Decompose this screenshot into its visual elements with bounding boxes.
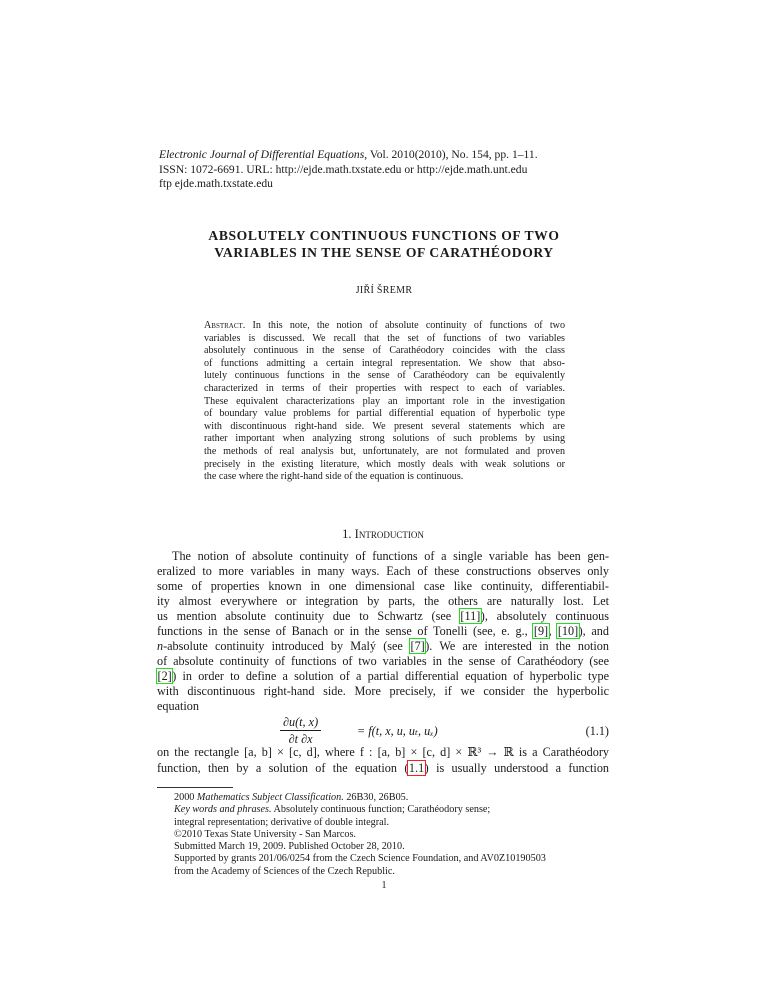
text-line: [204, 345, 565, 358]
abstract: [204, 320, 565, 484]
text-line: [157, 654, 609, 669]
text-line: [174, 817, 604, 829]
page-number: 1: [381, 880, 387, 891]
section-number: 1.: [342, 527, 352, 541]
text-segment: ) is usually understood a function: [424, 760, 610, 775]
text-line: [204, 333, 565, 346]
author-name: JIŘÍ ŠREMR: [355, 285, 413, 296]
citation-link[interactable]: [460, 609, 481, 623]
text-line: [174, 792, 604, 804]
bracket: [: [410, 639, 415, 653]
journal-header: [159, 148, 579, 192]
paper-title: [150, 228, 618, 261]
text-segment: variables is discussed. We recall that the set of functions of two variables: [204, 332, 565, 344]
text-segment: ,: [548, 624, 558, 638]
text-segment: ), and: [578, 624, 609, 638]
equation-denominator: ∂t ∂x: [288, 732, 313, 746]
text-segment: us mention absolute continuity due to Schwartz (see: [157, 609, 460, 623]
text-segment: Mathematics Subject Classification.: [196, 792, 344, 803]
text-segment: Absolutely continuous function; Carathéodory sense;: [271, 804, 491, 816]
text-line: [157, 761, 609, 777]
text-segment: ity almost everywhere or integration by parts, the others are naturally lost. Let: [157, 594, 609, 608]
text-line: [204, 471, 565, 484]
footnote-rule: [157, 787, 233, 788]
text-segment: ftp ejde.math.txstate.edu: [159, 177, 273, 190]
text-segment: ISSN: 1072-6691. URL: http://ejde.math.txstate.edu or http://ejde.math.unt.edu: [159, 162, 528, 176]
equation-numerator: ∂u(t, x): [280, 714, 321, 731]
citation-number: 7: [414, 639, 421, 653]
citation-link[interactable]: [157, 669, 172, 683]
text-segment: of boundary value problems for partial differential equation of hyperbolic type: [204, 408, 565, 420]
text-segment: the methods of real analysis but, unfortunately, are not formulated and proven: [204, 445, 565, 457]
text-segment: function, then by a solution of the equation (: [157, 760, 409, 775]
text-line: [157, 639, 609, 654]
text-line: [204, 320, 565, 333]
equation-number: (1.1): [585, 724, 609, 738]
text-line: [159, 148, 579, 163]
equation-fraction: [280, 714, 321, 747]
citation-link[interactable]: [410, 639, 425, 653]
citation-number: 2: [161, 669, 168, 683]
text-line: [204, 358, 565, 371]
text-segment: n: [157, 639, 164, 653]
text-segment: Submitted March 19, 2009. Published October 28, 2010.: [174, 841, 405, 853]
text-line: [174, 841, 604, 853]
text-segment: on the rectangle [a, b] × [c, d], where f : [a, b] × [c, d] × ℝ³ → ℝ is a Carathéodory: [157, 745, 609, 759]
text-line: [174, 853, 604, 865]
text-line: [174, 866, 604, 878]
text-segment: -absolute continuity introduced by Malý (see: [163, 639, 411, 653]
bracket: [: [557, 624, 562, 638]
text-line: [204, 446, 565, 459]
text-segment: equation: [157, 699, 199, 713]
text-segment: Supported by grants 201/06/0254 from the Czech Science Foundation, and AV0Z10190503: [174, 853, 546, 865]
text-segment: Electronic Journal of Differential Equations: [159, 148, 365, 161]
intro-paragraph-continued: [157, 745, 609, 776]
text-line: [159, 163, 579, 178]
citation-number: 9: [537, 624, 545, 638]
text-segment: precisely in the existing literature, which mostly deals with weak solutions or: [204, 458, 565, 470]
bracket: [: [157, 669, 162, 683]
citation-link[interactable]: [533, 624, 548, 638]
bracket: ]: [544, 624, 549, 638]
equation-reference-link[interactable]: 1.1: [408, 760, 425, 775]
text-segment: ) in order to define a solution of a partial differential equation of hyperbolic type: [172, 669, 609, 683]
text-segment: rather important when analyzing strong solutions of such problems by using: [204, 433, 565, 445]
text-segment: characterized in terms of their properties with respect to each of variables.: [204, 382, 565, 394]
text-segment: with discontinuous right-hand side. More precisely, if we consider the hyperbolic: [157, 684, 609, 698]
text-segment: from the Academy of Sciences of the Czech Republic.: [174, 865, 395, 877]
bracket: [: [460, 609, 465, 623]
text-segment: functions in the sense of Banach or in the sense of Tonelli (see, e. g.,: [157, 624, 534, 638]
text-line: [204, 408, 565, 421]
text-line: [204, 433, 565, 446]
text-segment: ), absolutely continuous: [480, 609, 609, 623]
text-line: [157, 745, 609, 761]
bracket: ]: [476, 609, 481, 623]
text-line: [157, 549, 609, 564]
text-line: [157, 564, 609, 579]
text-line: [157, 624, 609, 639]
title-line-2: VARIABLES IN THE SENSE OF CARATHÉODORY: [214, 244, 554, 260]
text-segment: eralized to more variables in many ways. Each of these constructions observes only: [157, 564, 609, 578]
text-segment: integral representation; derivative of double integral.: [174, 816, 389, 828]
title-line-1: ABSOLUTELY CONTINUOUS FUNCTIONS OF TWO: [208, 228, 560, 243]
text-line: [157, 684, 609, 699]
bracket: ]: [167, 669, 172, 683]
text-segment: Abstract.: [204, 320, 246, 331]
text-line: [159, 177, 579, 192]
text-segment: absolutely continuous in the sense of Carathéodory coincides with the class: [204, 345, 565, 357]
bracket: ]: [420, 639, 425, 653]
text-segment: ©2010 Texas State University - San Marcos.: [174, 828, 356, 840]
intro-paragraph: [157, 549, 609, 714]
text-line: [157, 669, 609, 684]
text-segment: The notion of absolute continuity of functions of a single variable has been gen-: [172, 549, 609, 563]
text-segment: with discontinuous right-hand side. We present several statements which are: [204, 420, 565, 432]
text-segment: 26B30, 26B05.: [343, 792, 409, 803]
text-segment: lutely continuous functions in the sense of Carathéodory can be equivalently: [204, 370, 565, 382]
citation-number: 11: [464, 609, 477, 623]
text-line: [174, 804, 604, 816]
text-segment: some of properties known in one dimensional case like continuity, differentiabil-: [157, 579, 609, 593]
bracket: [: [533, 624, 538, 638]
text-line: [204, 396, 565, 409]
text-line: [157, 579, 609, 594]
text-line: [204, 421, 565, 434]
equation-rhs: = f(t, x, u, uₜ, uₓ): [357, 724, 438, 738]
text-line: [204, 459, 565, 472]
section-title: Introduction: [354, 527, 424, 541]
text-segment: , Vol. 2010(2010), No. 154, pp. 1–11.: [364, 148, 538, 161]
text-line: [157, 609, 609, 624]
text-segment: the case where the right-hand side of the equation is continuous.: [204, 471, 464, 483]
text-segment: of functions admitting a certain integral representation. We show that abso-: [204, 357, 565, 369]
text-segment: ). We are interested in the notion: [425, 639, 609, 653]
citation-number: 10: [561, 624, 575, 638]
text-line: [204, 383, 565, 396]
footnotes: [174, 792, 604, 878]
citation-link[interactable]: [557, 624, 578, 638]
text-line: [157, 699, 609, 714]
text-line: [174, 829, 604, 841]
text-segment: of absolute continuity of functions of two variables in the sense of Carathéodory (see: [157, 654, 609, 668]
text-line: [204, 370, 565, 383]
text-segment: Key words and phrases.: [174, 804, 272, 816]
section-heading: [157, 527, 609, 542]
text-segment: In this note, the notion of absolute continuity of functions of two: [245, 320, 565, 331]
text-line: [157, 594, 609, 609]
text-segment: These equivalent characterizations play an important role in the investigation: [204, 395, 565, 407]
text-segment: 2000: [174, 792, 197, 803]
bracket: ]: [574, 624, 579, 638]
